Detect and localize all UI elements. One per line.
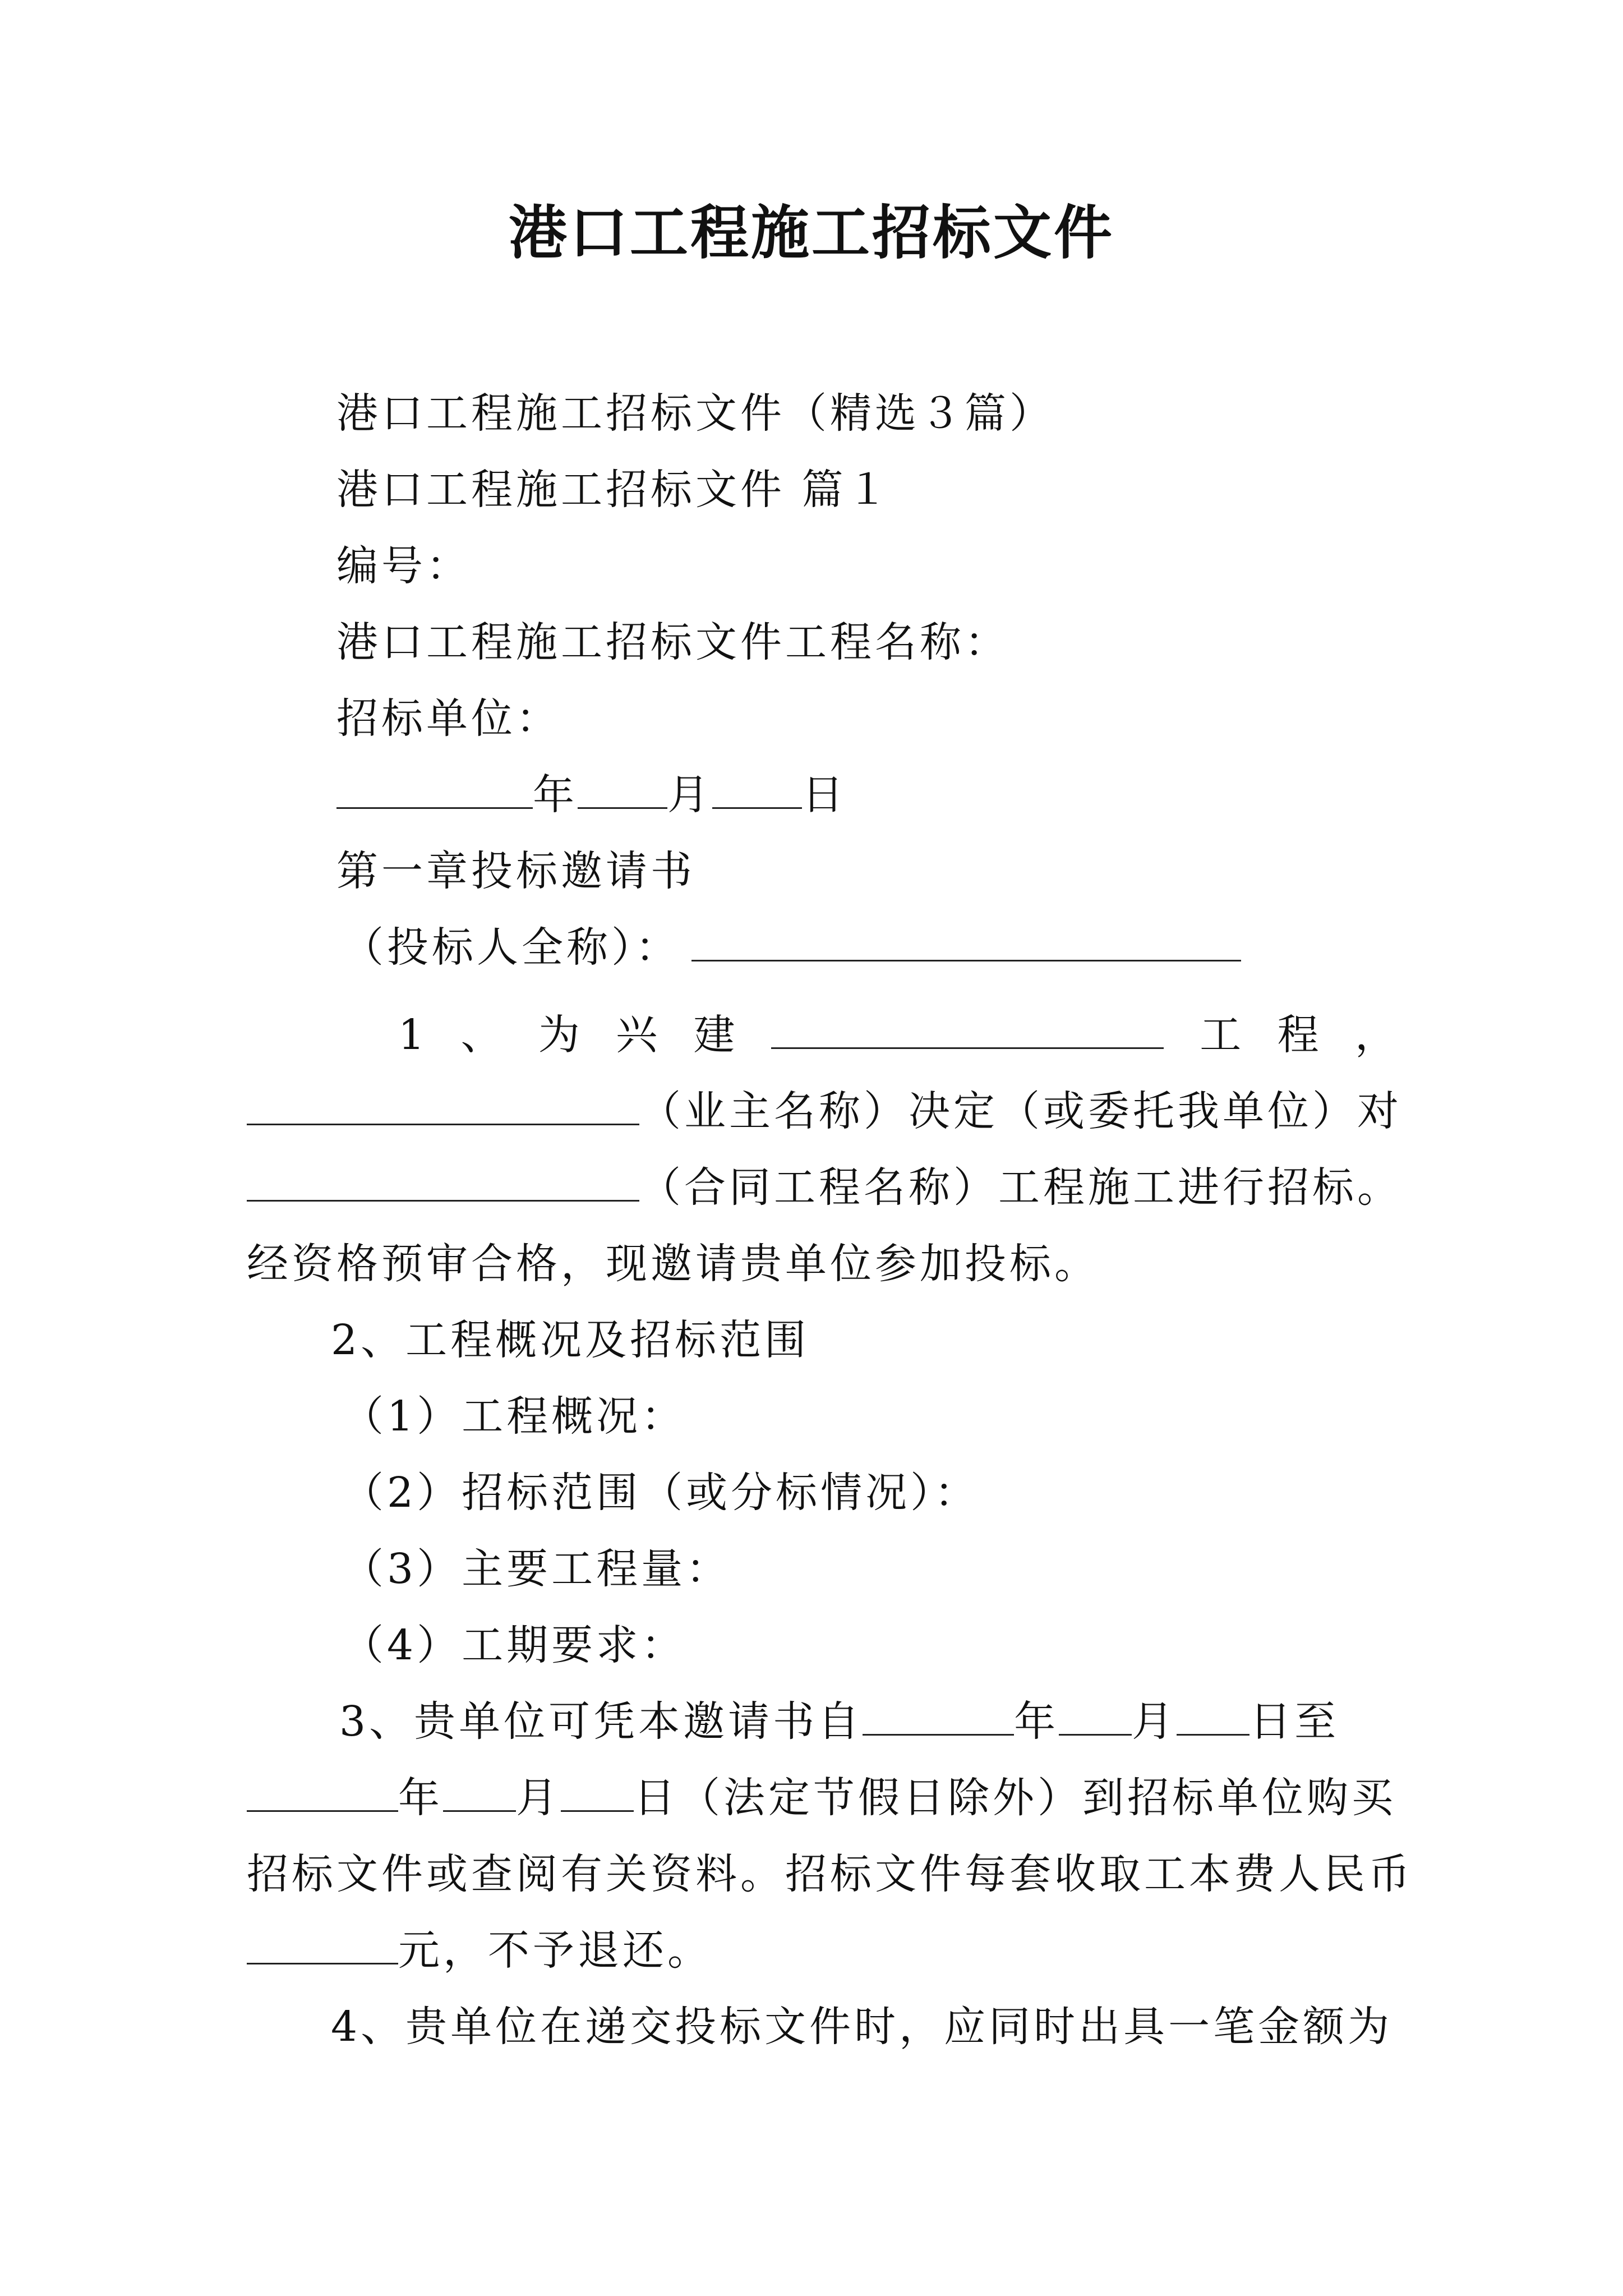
para1-char: 为 [538,1011,580,1059]
para2-heading: 2、工程概况及招标范围 [331,1316,810,1364]
para1-char: 兴 [616,1011,658,1059]
date-line [336,764,847,826]
para1-char: 工 [1200,1011,1242,1059]
para2-item: （3）主要工程量： [342,1545,731,1593]
para3-line1 [339,1691,1339,1752]
para1-contract-text: （合同工程名称）工程施工进行招标。 [639,1163,1402,1212]
owner-blank [247,1084,639,1125]
para1-contract-line [247,1157,1402,1218]
month-blank [578,768,667,809]
para3-year: 年 [1014,1697,1059,1746]
to-day-blank [561,1771,634,1812]
project-blank [771,1008,1164,1049]
bidder-name-blank [691,921,1241,961]
para3-day-holiday: 日（法定节假日除外）到招标单位购买 [634,1774,1396,1822]
heading-selection: 港口工程施工招标文件（精选３篇） [336,389,1054,438]
to-month-blank [443,1771,516,1812]
heading-part1: 港口工程施工招标文件 篇１ [336,466,892,514]
para4-line1: 4、贵单位在递交投标文件时，应同时出具一笔金额为 [331,2003,1393,2051]
contract-blank [247,1161,639,1202]
para2-item: （2）招标范围（或分标情况）： [342,1469,980,1517]
para3-yuan: 元，不予退还。 [398,1926,712,1975]
from-month-blank [1059,1695,1132,1736]
from-year-blank [863,1695,1014,1736]
para1-first-line [398,1004,1396,1066]
para1-char: 1 [398,1011,425,1059]
para3-month2: 月 [516,1774,561,1822]
bidder-name-line [342,917,1241,978]
para1-char: 程 [1277,1011,1319,1059]
para2-item: （4）工期要求： [342,1621,686,1669]
para1-owner-text: （业主名称）决定（或委托我单位）对 [639,1087,1402,1135]
para1-owner-line [247,1080,1402,1142]
date-day-label: 日 [802,771,847,819]
chapter1-heading: 第一章投标邀请书 [336,847,695,895]
para3-month: 月 [1132,1697,1177,1746]
para3-line3: 招标文件或查阅有关资料。招标文件每套收取工本费人民币 [247,1850,1413,1898]
para2-item: （1）工程概况： [342,1392,686,1441]
para3-year2: 年 [398,1774,443,1822]
label-project-name: 港口工程施工招标文件工程名称： [336,618,1009,666]
para3-prefix: 3、贵单位可凭本邀请书自 [339,1697,863,1746]
para1-char: ， [1354,1011,1396,1059]
document-title: 港口工程施工招标文件 [508,198,1114,267]
date-year-label: 年 [533,771,578,819]
bidder-full-name-label: （投标人全称）： [342,923,680,972]
label-tender-unit: 招标单位： [336,694,561,743]
para3-line2 [247,1767,1396,1829]
para1-invite-line: 经资格预审合格，现邀请贵单位参加投标。 [247,1240,1099,1288]
date-month-label: 月 [667,771,712,819]
year-blank [336,768,533,809]
para1-char: 、 [460,1011,502,1059]
para1-char: 建 [693,1011,735,1059]
from-day-blank [1177,1695,1249,1736]
to-year-blank [247,1771,398,1812]
para3-day-to: 日至 [1249,1697,1340,1746]
label-number: 编号： [336,542,471,590]
fee-blank [247,1924,398,1964]
para3-line4 [247,1920,712,1981]
day-blank [712,768,802,809]
